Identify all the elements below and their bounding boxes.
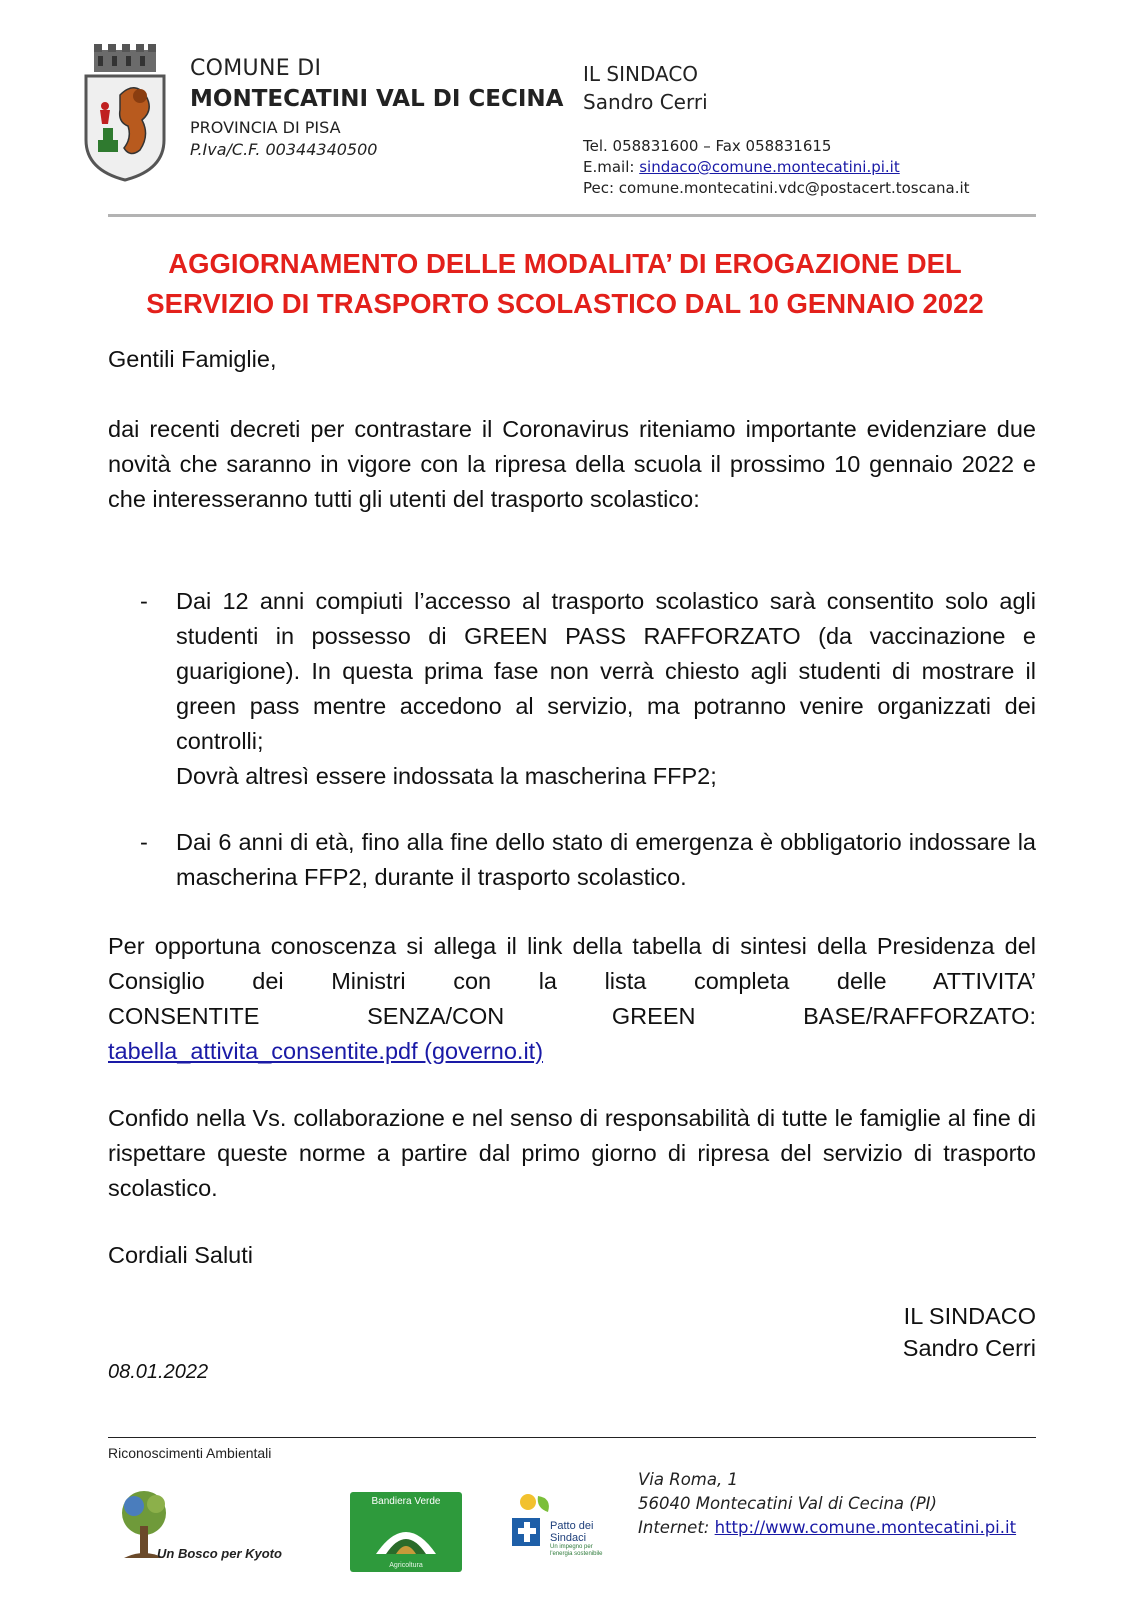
bandiera-verde-logo <box>350 1492 462 1572</box>
website-link[interactable]: http://www.comune.montecatini.pi.it <box>714 1518 1017 1537</box>
link-paragraph-intro: Per opportuna conoscenza si allega il link della tabella di sintesi della Presidenza del Consiglio dei Ministri con la lista completa delle ATTIVITA’ <box>108 933 1036 994</box>
bosco-logo-text: Un Bosco per Kyoto <box>157 1546 282 1561</box>
internet-label: Internet: <box>638 1518 715 1537</box>
document-date: 08.01.2022 <box>108 1361 209 1383</box>
bandiera-verde-sub: Agricoltura <box>389 1562 423 1569</box>
patto-line-2: Sindaci <box>550 1532 587 1544</box>
sindaco-name: Sandro Cerri <box>583 90 708 114</box>
bullet-1-extra: Dovrà altresì essere indossata la mascherina FFP2; <box>176 763 717 789</box>
signature-block <box>903 1300 1036 1364</box>
comune-header <box>190 55 563 161</box>
riconoscimenti-label: Riconoscimenti Ambientali <box>108 1445 272 1461</box>
footer-address <box>638 1468 1016 1540</box>
signature-title: IL SINDACO <box>903 1303 1036 1329</box>
bullet-item-ffp2 <box>140 825 1036 895</box>
sindaco-header <box>583 60 708 116</box>
bullet-item-green-pass <box>140 584 1036 794</box>
bandiera-verde-title: Bandiera Verde <box>371 1496 441 1507</box>
intro-paragraph: dai recenti decreti per contrastare il Coronavirus riteniamo importante evidenziare due novità che saranno in vigore con la ripresa della scuola il prossimo 10 gennaio 2022 e che interesseranno tutti gli utenti del trasporto scolastico: <box>108 416 1036 512</box>
bullet-2-text: Dai 6 anni di età, fino alla fine dello stato di emergenza è obbligatorio indossare la mascherina FFP2, durante il trasporto scolastico. <box>176 829 1036 890</box>
phone-fax: Tel. 058831600 – Fax 058831615 <box>583 137 832 155</box>
bullet-dash: - <box>140 588 148 614</box>
signature-name: Sandro Cerri <box>902 1335 1036 1361</box>
patto-dei-sindaci-logo <box>508 1492 608 1572</box>
bullet-dash: - <box>140 829 148 855</box>
municipal-crest-logo <box>80 40 170 182</box>
comune-label: COMUNE DI <box>190 56 322 81</box>
internet-line <box>638 1516 1016 1540</box>
address-street: Via Roma, 1 <box>638 1470 738 1489</box>
link-paragraph-line3: CONSENTITE SENZA/CON GREEN BASE/RAFFORZATO: <box>108 1003 1036 1029</box>
partita-iva: P.Iva/C.F. 00344340500 <box>190 140 378 159</box>
patto-tag-2: l'energia sostenibile <box>550 1551 603 1557</box>
regards: Cordiali Saluti <box>108 1242 253 1268</box>
pec-line: Pec: comune.montecatini.vdc@postacert.toscana.it <box>583 179 970 197</box>
address-city: 56040 Montecatini Val di Cecina (PI) <box>638 1494 937 1513</box>
patto-line-1: Patto dei <box>550 1520 594 1532</box>
sindaco-title: IL SINDACO <box>583 62 699 86</box>
attivita-pdf-link[interactable]: tabella_attivita_consentite.pdf (governo.it) <box>108 1038 544 1064</box>
email-link[interactable]: sindaco@comune.montecatini.pi.it <box>639 158 900 176</box>
bosco-per-kyoto-logo <box>112 1488 302 1568</box>
bullet-1-text: Dai 12 anni compiuti l’accesso al trasporto scolastico sarà consentito solo agli studenti in possesso di GREEN PASS RAFFORZATO (da vaccinazione e guarigione). In questa prima fase non verrà chiesto agli studenti di mostrare il green pass mentre accedono al servizio, ma potranno venire organizzati dei controlli; <box>176 588 1036 754</box>
link-paragraph <box>108 929 1036 1069</box>
footer-divider <box>108 1437 1036 1438</box>
contacts-block <box>583 136 970 199</box>
patto-tag-1: Un impegno per <box>550 1544 593 1550</box>
title-line-1: AGGIORNAMENTO DELLE MODALITA’ DI EROGAZIONE DEL <box>168 248 962 279</box>
header-divider <box>108 214 1036 217</box>
comune-name: MONTECATINI VAL DI CECINA <box>190 86 564 112</box>
email-label: E.mail: <box>583 158 640 176</box>
closing-paragraph: Confido nella Vs. collaborazione e nel senso di responsabilità di tutte le famiglie al fine di rispettare queste norme a partire dal primo giorno di ripresa del servizio di trasporto scolastico. <box>108 1105 1036 1201</box>
email-line <box>583 157 970 178</box>
provincia: PROVINCIA DI PISA <box>190 118 341 137</box>
title-line-2: SERVIZIO DI TRASPORTO SCOLASTICO DAL 10 GENNAIO 2022 <box>146 288 984 319</box>
greeting: Gentili Famiglie, <box>108 346 277 372</box>
document-title <box>80 244 1050 324</box>
patto-logo-text <box>550 1520 603 1558</box>
